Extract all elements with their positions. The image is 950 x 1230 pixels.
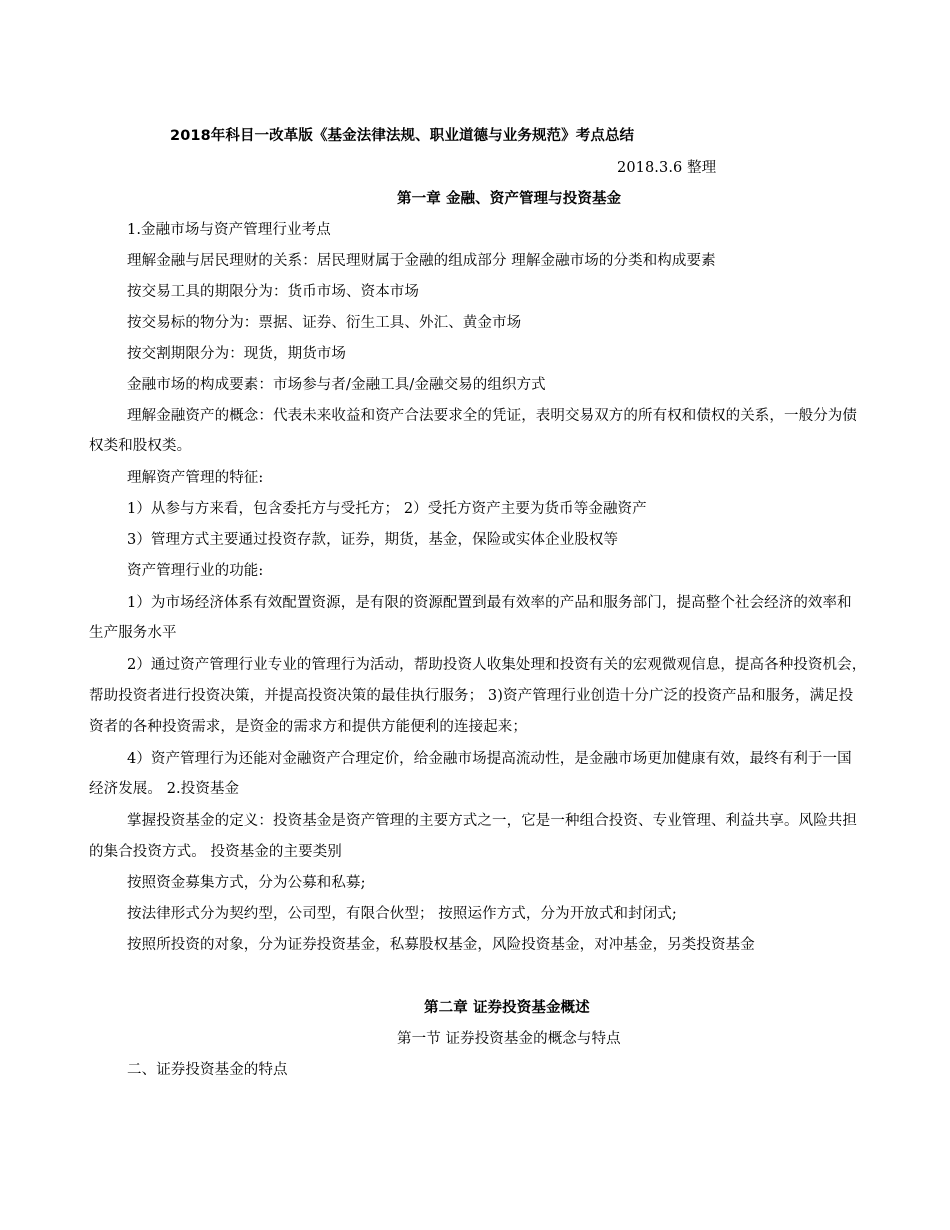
section-heading-1: 1.金融市场与资产管理行业考点 bbox=[127, 222, 331, 238]
paragraph-line: 资者的各种投资需求，是资金的需求方和提供方能便利的连接起来； bbox=[89, 719, 527, 735]
document-date: 2018.3.6 整理 bbox=[617, 160, 717, 176]
paragraph-line: 按交割期限分为：现货，期货市场 bbox=[127, 346, 346, 362]
paragraph-line: 经济发展。 2.投资基金 bbox=[89, 781, 240, 797]
paragraph-line: 资产管理行业的功能: bbox=[127, 563, 264, 579]
chapter-1-heading: 第一章 金融、资产管理与投资基金 bbox=[397, 191, 622, 207]
paragraph-line: 理解资产管理的特征: bbox=[127, 470, 264, 486]
paragraph-line: 3）管理方式主要通过投资存款，证券，期货，基金，保险或实体企业股权等 bbox=[127, 532, 619, 548]
paragraph-line: 4）资产管理行为还能对金融资产合理定价，给金融市场提高流动性，是金融市场更加健康有效，最终有利于一国 bbox=[127, 751, 852, 767]
document-title: 2018年科目一改革版《基金法律法规、职业道德与业务规范》考点总结 bbox=[170, 128, 635, 144]
chapter-2-heading: 第二章 证券投资基金概述 bbox=[424, 1000, 590, 1016]
paragraph-line: 权类和股权类。 bbox=[89, 438, 192, 454]
paragraph-line: 按交易标的物分为：票据、证券、衍生工具、外汇、黄金市场 bbox=[127, 315, 522, 331]
paragraph-line: 生产服务水平 bbox=[89, 625, 177, 641]
paragraph-line: 理解金融与居民理财的关系：居民理财属于金融的组成部分 理解金融市场的分类和构成要素 bbox=[127, 253, 716, 269]
paragraph-line: 按照所投资的对象，分为证券投资基金，私募股权基金，风险投资基金，对冲基金，另类投资基金 bbox=[127, 937, 755, 953]
paragraph-line: 帮助投资者进行投资决策，并提高投资决策的最佳执行服务； 3)资产管理行业创造十分广泛的投资产品和服务，满足投 bbox=[89, 688, 854, 704]
paragraph-line: 1）为市场经济体系有效配置资源，是有限的资源配置到最有效率的产品和服务部门，提高整个社会经济的效率和 bbox=[127, 595, 852, 611]
paragraph-line: 金融市场的构成要素：市场参与者/金融工具/金融交易的组织方式 bbox=[127, 377, 546, 393]
paragraph-line: 2）通过资产管理行业专业的管理行为活动，帮助投资人收集处理和投资有关的宏观微观信息，提高各种投资机会， bbox=[127, 657, 867, 673]
paragraph-line: 按法律形式分为契约型，公司型，有限合伙型； 按照运作方式，分为开放式和封闭式; bbox=[127, 906, 677, 922]
paragraph-line: 按交易工具的期限分为：货币市场、资本市场 bbox=[127, 284, 419, 300]
paragraph-line: 理解金融资产的概念：代表未来收益和资产合法要求全的凭证，表明交易双方的所有权和债权的关系，一般分为债 bbox=[127, 408, 857, 424]
section-1-heading: 第一节 证券投资基金的概念与特点 bbox=[397, 1031, 621, 1047]
subsection-heading: 二、证券投资基金的特点 bbox=[127, 1062, 288, 1078]
paragraph-line: 1）从参与方来看，包含委托方与受托方； 2）受托方资产主要为货币等金融资产 bbox=[127, 501, 647, 517]
paragraph-line: 按照资金募集方式，分为公募和私募; bbox=[127, 875, 366, 891]
paragraph-line: 的集合投资方式。 投资基金的主要类别 bbox=[89, 844, 342, 860]
paragraph-line: 掌握投资基金的定义：投资基金是资产管理的主要方式之一，它是一种组合投资、专业管理、利益共享。风险共担 bbox=[127, 813, 857, 829]
